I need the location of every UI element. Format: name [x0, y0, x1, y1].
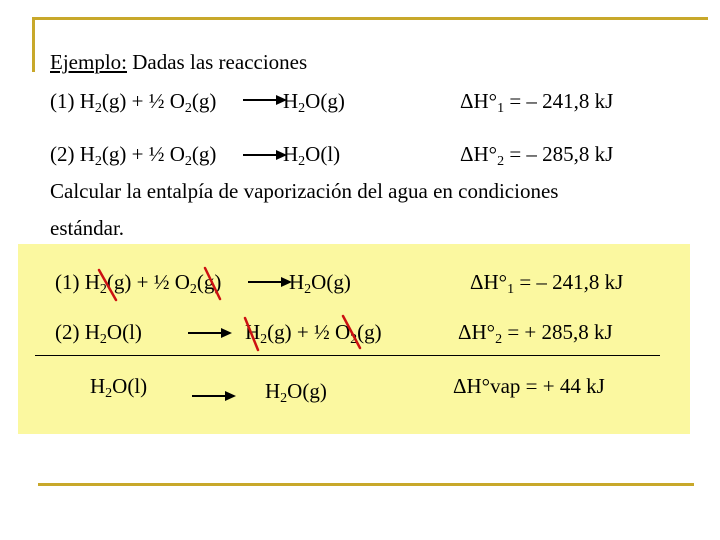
reaction-2-reactants: (2) $H_2(g)$ + ½ $O_2(g)$: [50, 142, 217, 169]
frame-left-line: [32, 17, 35, 72]
net-enthalpy: ΔH°vap = + 44 kJ: [453, 374, 605, 398]
question-line-2: estándar.: [50, 216, 125, 240]
reaction-2-enthalpy: $\Delta H^\circ_2$ = – 285,8 kJ: [460, 142, 614, 169]
example-text: Dadas las reacciones: [127, 50, 308, 74]
solution-1-arrow: [248, 274, 292, 290]
sum-separator-line: [35, 355, 660, 356]
reaction-2-arrow: [243, 147, 287, 163]
net-reactant: $H_2O(l)$: [90, 374, 148, 401]
reaction-1-arrow: [243, 92, 287, 108]
example-label: Ejemplo:: [50, 50, 127, 74]
example-title: [50, 50, 307, 75]
solution-2-reactant: (2) $H_2O(l)$: [55, 320, 142, 347]
solution-2-products: $H_2(g)$ + ½ $O_2(g)$: [245, 320, 382, 347]
solution-2-enthalpy: $\Delta H^\circ_2$ = + 285,8 kJ: [458, 320, 613, 347]
solution-1-product: $H_2O(g)$: [289, 270, 351, 297]
solution-1-enthalpy: $\Delta H^\circ_1$ = – 241,8 kJ: [470, 270, 624, 297]
frame-bottom-line: [38, 483, 694, 486]
reaction-1-product: $H_2O(g)$: [283, 89, 345, 116]
solution-2-arrow: [188, 325, 232, 341]
net-arrow: [192, 388, 236, 404]
reaction-1-enthalpy: $\Delta H^\circ_1$ = – 241,8 kJ: [460, 89, 614, 116]
frame-top-line: [32, 17, 708, 20]
reaction-2-product: $H_2O(l)$: [283, 142, 341, 169]
net-product: $H_2O(g)$: [265, 379, 327, 406]
reaction-1-reactants: (1) $H_2(g)$ + ½ $O_2(g)$: [50, 89, 217, 116]
question-line-1: Calcular la entalpía de vaporización del agua en condiciones: [50, 179, 559, 203]
solution-1-reactants: (1) $H_2(g)$ + ½ $O_2(g)$: [55, 270, 222, 297]
